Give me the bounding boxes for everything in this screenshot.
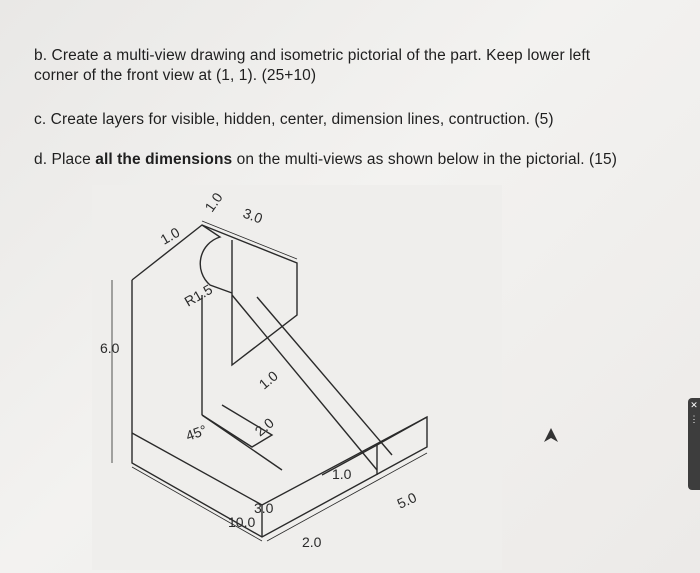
- base-dim-label: 3.0: [254, 500, 274, 516]
- instruction-d-bold: all the dimensions: [95, 151, 233, 168]
- base-height-label: 1.0: [332, 466, 352, 482]
- instruction-c: c. Create layers for visible, hidden, center, dimension lines, contruction. (5): [34, 111, 554, 128]
- dots-icon: ⋮: [689, 414, 699, 424]
- slot-depth-label: 2.0: [251, 414, 277, 440]
- isometric-pictorial: [92, 185, 502, 570]
- instruction-d-suffix: on the multi-views as shown below in the pictorial. (15): [232, 151, 618, 168]
- instruction-b-line1: b. Create a multi-view drawing and isometric pictorial of the part. Keep lower left: [34, 47, 591, 64]
- dim-label-1: 1.0: [201, 189, 226, 215]
- dim-label-2: 3.0: [240, 204, 265, 227]
- radius-label: R1.5: [181, 280, 216, 310]
- dim-label-3: 1.0: [157, 224, 183, 248]
- instruction-d-prefix: d. Place: [34, 151, 96, 168]
- depth-label: 5.0: [394, 488, 419, 512]
- mouse-pointer-icon: [544, 428, 558, 442]
- side-widget[interactable]: [688, 398, 700, 490]
- angle-label: 45°: [183, 421, 209, 444]
- drawing-paper: [92, 185, 502, 570]
- close-icon[interactable]: ✕: [690, 400, 698, 410]
- slot-dim-label: 1.0: [255, 367, 281, 393]
- length-label: 10.0: [228, 514, 256, 530]
- instruction-d: [34, 150, 617, 169]
- base-width-label: 2.0: [302, 534, 322, 550]
- height-label: 6.0: [100, 340, 120, 356]
- instruction-b-line2: corner of the front view at (1, 1). (25+10): [34, 67, 317, 84]
